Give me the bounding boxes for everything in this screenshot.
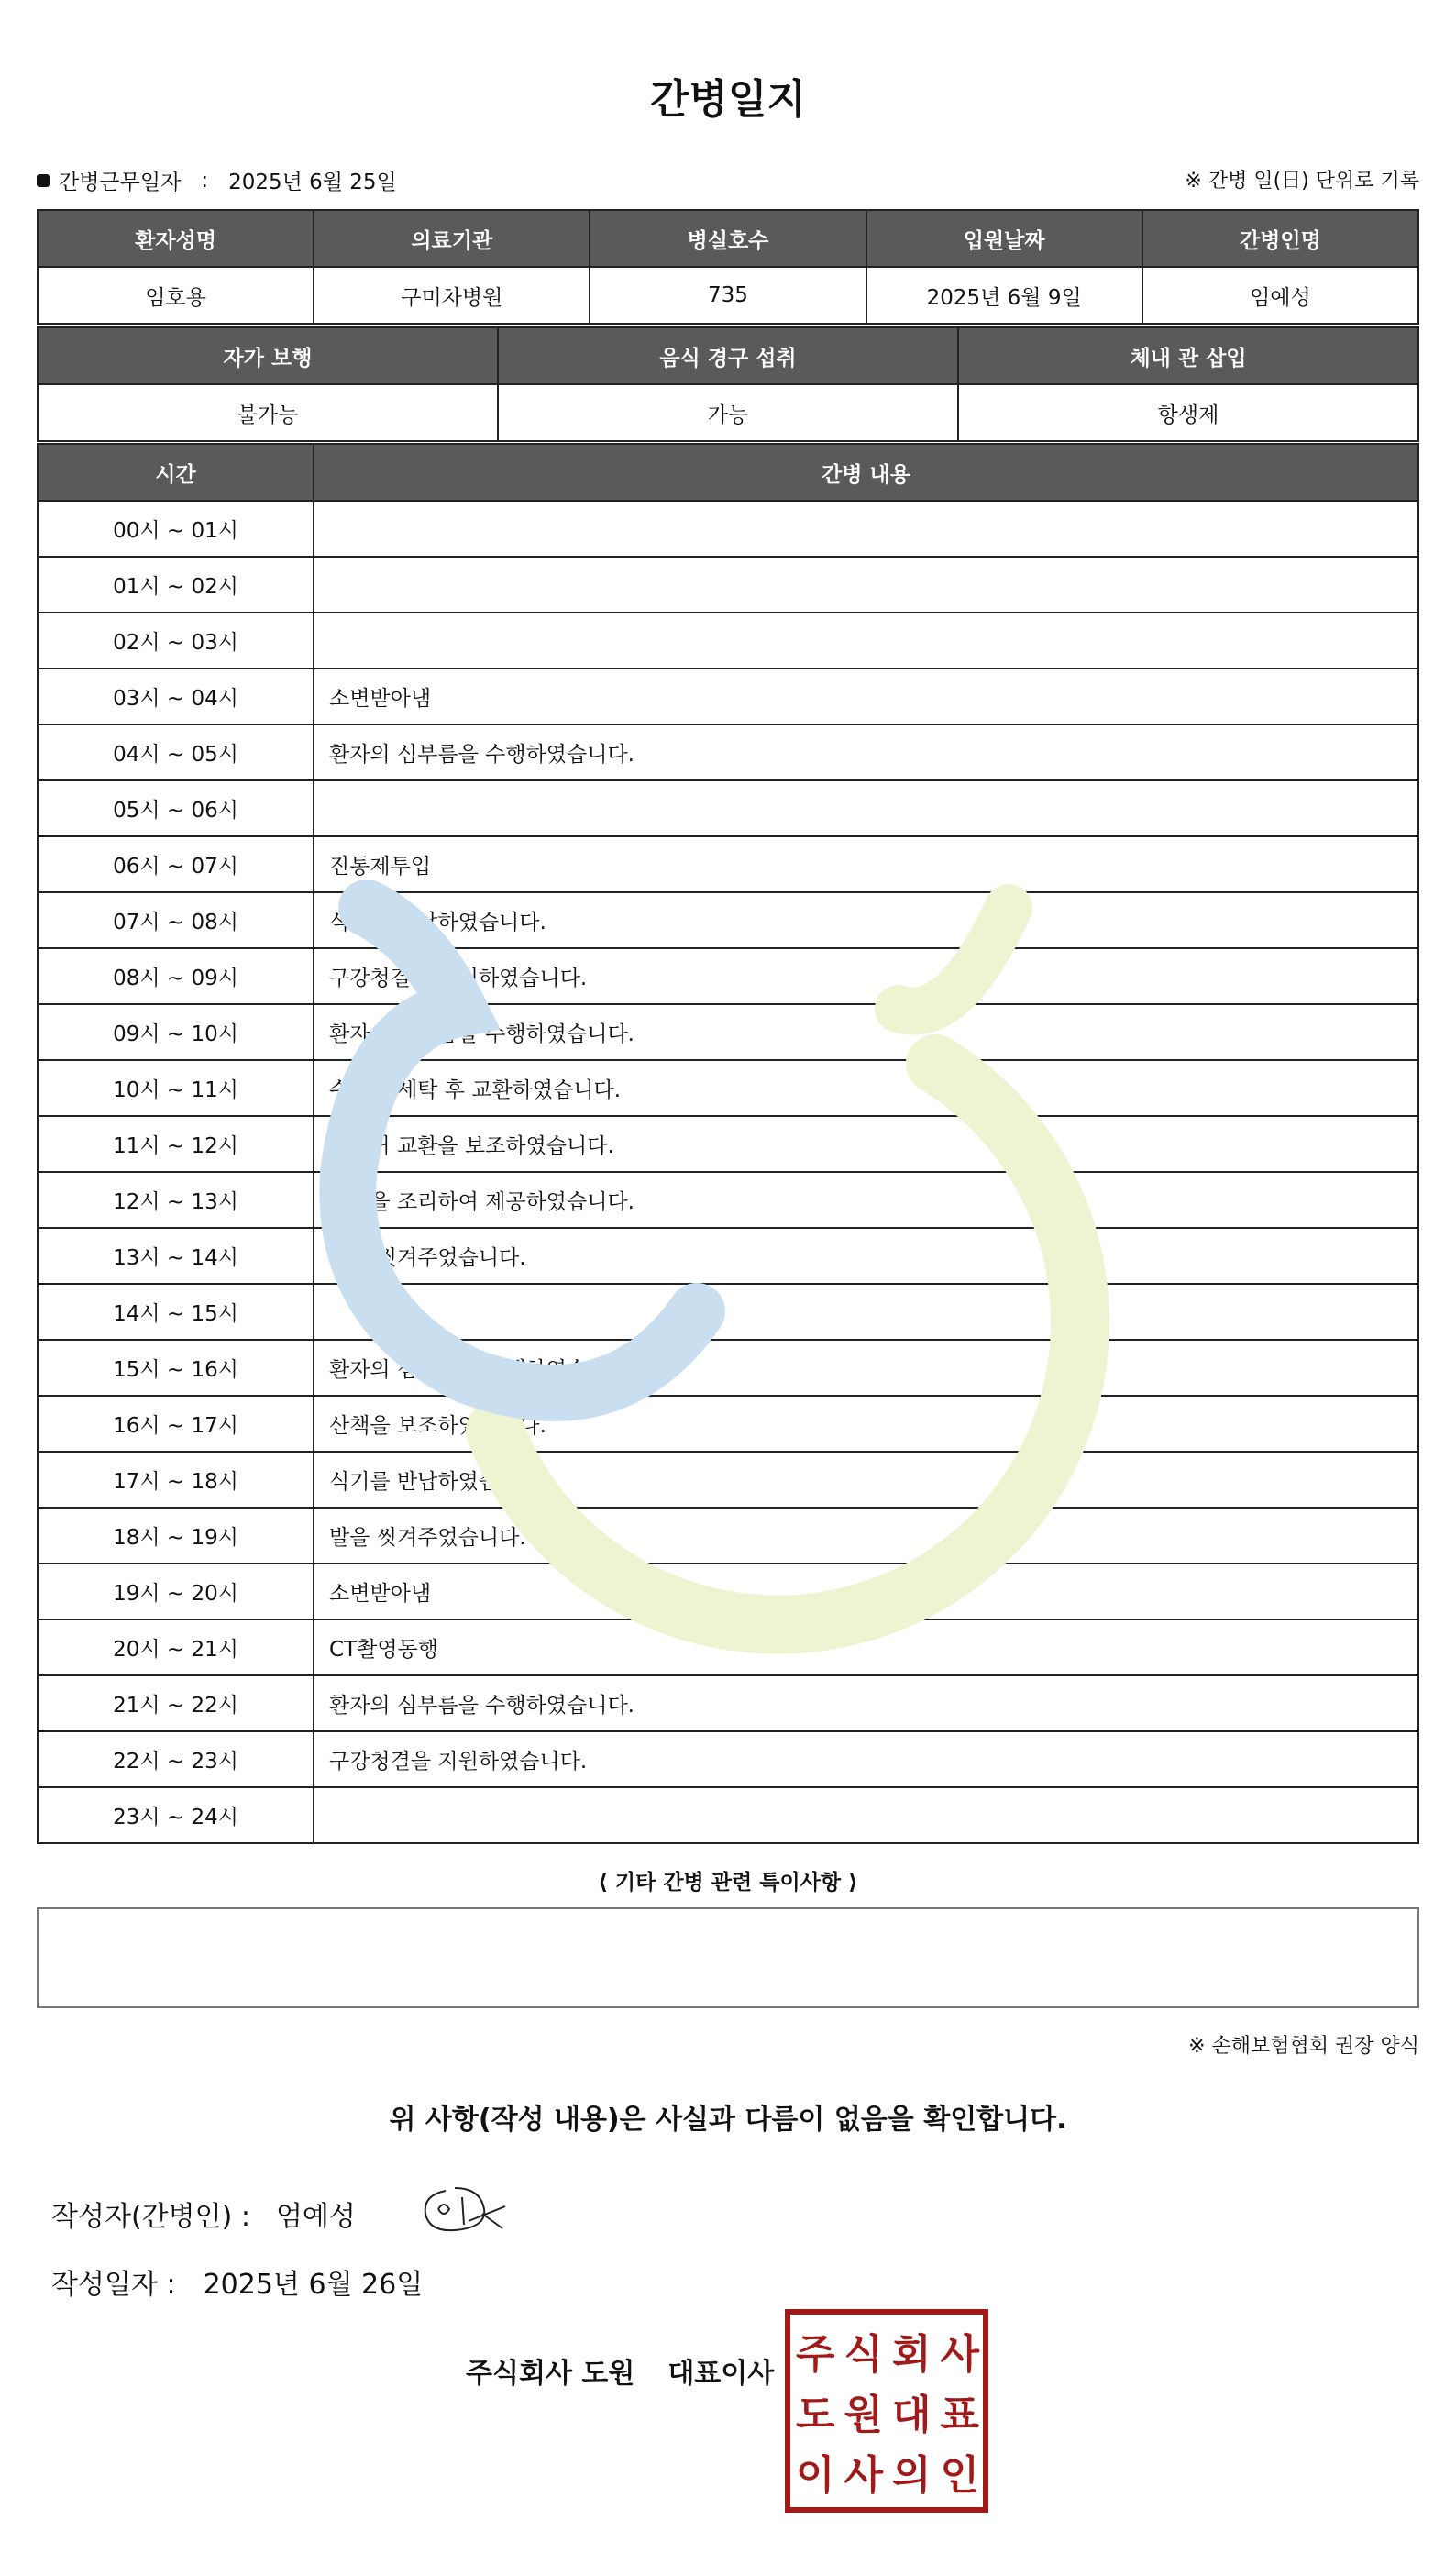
hospital: 구미차병원 — [314, 267, 590, 324]
log-content: 기저귀 교환을 보조하였습니다. — [314, 1116, 1418, 1172]
table-row — [38, 1228, 1418, 1284]
log-content — [314, 1787, 1418, 1843]
signature-icon — [418, 2177, 510, 2241]
room-number: 735 — [590, 267, 866, 324]
log-time: 06시 ~ 07시 — [38, 836, 314, 892]
table-row — [38, 1060, 1418, 1116]
header-tube: 체내 관 삽입 — [958, 327, 1418, 384]
work-date-label: 간병근무일자 — [59, 171, 182, 194]
log-content — [314, 557, 1418, 613]
table-row — [38, 1508, 1418, 1564]
log-time: 14시 ~ 15시 — [38, 1284, 314, 1340]
log-time: 09시 ~ 10시 — [38, 1004, 314, 1060]
table-row — [38, 1619, 1418, 1675]
log-time: 15시 ~ 16시 — [38, 1340, 314, 1396]
seal-row: 이 사 의 인 — [796, 2452, 977, 2499]
colon: : — [201, 168, 209, 193]
page-title: 간병일지 — [649, 76, 806, 123]
remarks-title: ⟨ 기타 간병 관련 특이사항 ⟩ — [598, 1871, 858, 1895]
table-row — [38, 1172, 1418, 1228]
log-content: 구강청결을 지원하였습니다. — [314, 1731, 1418, 1787]
confirmation-statement: 위 사항(작성 내용)은 사실과 다름이 없음을 확인합니다. — [389, 2104, 1067, 2136]
table-row — [38, 1284, 1418, 1340]
table-row — [38, 892, 1418, 948]
log-content: 진통제투입 — [314, 836, 1418, 892]
log-time: 13시 ~ 14시 — [38, 1228, 314, 1284]
log-content: 식기를 반납하였습니다. — [314, 892, 1418, 948]
written-date-value: 2025년 6월 26일 — [203, 2269, 424, 2301]
log-content — [314, 1284, 1418, 1340]
header-content: 간병 내용 — [314, 444, 1418, 501]
log-time: 17시 ~ 18시 — [38, 1452, 314, 1508]
table-row — [38, 724, 1418, 780]
remarks-box — [37, 1907, 1419, 2008]
table-row — [38, 836, 1418, 892]
table-row — [38, 613, 1418, 669]
oral-intake-value: 가능 — [498, 384, 958, 441]
table-row — [38, 1675, 1418, 1731]
header-caregiver: 간병인명 — [1142, 210, 1418, 267]
table-header-row — [38, 327, 1418, 384]
header-hospital: 의료기관 — [314, 210, 590, 267]
header-patient-name: 환자성명 — [38, 210, 314, 267]
table-row — [38, 1116, 1418, 1172]
log-time: 05시 ~ 06시 — [38, 780, 314, 836]
form-note: ※ 손해보험협회 권장 양식 — [1188, 2035, 1419, 2058]
log-time: 21시 ~ 22시 — [38, 1675, 314, 1731]
representative-title: 대표이사 — [667, 2358, 775, 2390]
admission-date: 2025년 6월 9일 — [866, 267, 1142, 324]
patient-info-table — [37, 209, 1419, 325]
care-log-table — [37, 443, 1419, 1844]
log-time: 02시 ~ 03시 — [38, 613, 314, 669]
table-row — [38, 1340, 1418, 1396]
company-line — [466, 2350, 774, 2391]
written-date-line — [51, 2261, 423, 2302]
log-content: 환자의 심부름을 수행하였습니다. — [314, 1340, 1418, 1396]
log-time: 23시 ~ 24시 — [38, 1787, 314, 1843]
log-content: 발을 씻겨주었습니다. — [314, 1508, 1418, 1564]
header-oral-intake: 음식 경구 섭취 — [498, 327, 958, 384]
log-content: 환자의 심부름을 수행하였습니다. — [314, 1675, 1418, 1731]
author-label: 작성자(간병인) : — [51, 2201, 250, 2233]
log-content: 환자의 심부름을 수행하였습니다. — [314, 1004, 1418, 1060]
log-content — [314, 780, 1418, 836]
work-date-line — [37, 165, 397, 195]
header-admission-date: 입원날짜 — [866, 210, 1142, 267]
log-content — [314, 501, 1418, 557]
table-row — [38, 267, 1418, 324]
tube-value: 항생제 — [958, 384, 1418, 441]
log-time: 16시 ~ 17시 — [38, 1396, 314, 1452]
header-room: 병실호수 — [590, 210, 866, 267]
log-time: 01시 ~ 02시 — [38, 557, 314, 613]
table-row — [38, 1787, 1418, 1843]
log-content: 소변받아냄 — [314, 1564, 1418, 1619]
log-time: 00시 ~ 01시 — [38, 501, 314, 557]
unit-note: ※ 간병 일(日) 단위로 기록 — [1185, 170, 1419, 193]
table-row — [38, 948, 1418, 1004]
company-name: 주식회사 도원 — [466, 2358, 635, 2390]
log-time: 19시 ~ 20시 — [38, 1564, 314, 1619]
table-header-row — [38, 444, 1418, 501]
log-content: 식기를 반납하였습니다. — [314, 1452, 1418, 1508]
log-content — [314, 613, 1418, 669]
log-time: 12시 ~ 13시 — [38, 1172, 314, 1228]
square-bullet-icon — [37, 174, 50, 187]
patient-name: 엄호용 — [38, 267, 314, 324]
table-row — [38, 501, 1418, 557]
table-row — [38, 1004, 1418, 1060]
log-content: 반찬을 조리하여 제공하였습니다. — [314, 1172, 1418, 1228]
written-date-label: 작성일자 : — [51, 2269, 176, 2301]
header-time: 시간 — [38, 444, 314, 501]
log-content: 환자의 심부름을 수행하였습니다. — [314, 724, 1418, 780]
log-content: 구강청결을 지원하였습니다. — [314, 948, 1418, 1004]
log-content: 수건을 세탁 후 교환하였습니다. — [314, 1060, 1418, 1116]
log-time: 22시 ~ 23시 — [38, 1731, 314, 1787]
table-row — [38, 1396, 1418, 1452]
log-content: 소변받아냄 — [314, 669, 1418, 724]
log-time: 08시 ~ 09시 — [38, 948, 314, 1004]
table-row — [38, 1452, 1418, 1508]
caregiver-name: 엄예성 — [1142, 267, 1418, 324]
table-row — [38, 1564, 1418, 1619]
author-line — [51, 2194, 356, 2234]
table-row — [38, 384, 1418, 441]
table-row — [38, 557, 1418, 613]
table-row — [38, 1731, 1418, 1787]
log-content: CT촬영동행 — [314, 1619, 1418, 1675]
log-content: 산책을 보조하였습니다. — [314, 1396, 1418, 1452]
log-time: 10시 ~ 11시 — [38, 1060, 314, 1116]
log-content: 발을 씻겨주었습니다. — [314, 1228, 1418, 1284]
log-time: 18시 ~ 19시 — [38, 1508, 314, 1564]
seal-row: 주 식 회 사 — [796, 2331, 977, 2378]
log-time: 04시 ~ 05시 — [38, 724, 314, 780]
table-header-row — [38, 210, 1418, 267]
work-date-value: 2025년 6월 25일 — [228, 171, 397, 194]
log-time: 07시 ~ 08시 — [38, 892, 314, 948]
condition-table — [37, 326, 1419, 442]
seal-row: 도 원 대 표 — [796, 2392, 977, 2438]
table-row — [38, 780, 1418, 836]
log-time: 11시 ~ 12시 — [38, 1116, 314, 1172]
header-walking: 자가 보행 — [38, 327, 498, 384]
company-seal-icon — [785, 2309, 988, 2513]
log-time: 20시 ~ 21시 — [38, 1619, 314, 1675]
table-row — [38, 669, 1418, 724]
author-name: 엄예성 — [275, 2201, 356, 2233]
log-time: 03시 ~ 04시 — [38, 669, 314, 724]
walking-value: 불가능 — [38, 384, 498, 441]
